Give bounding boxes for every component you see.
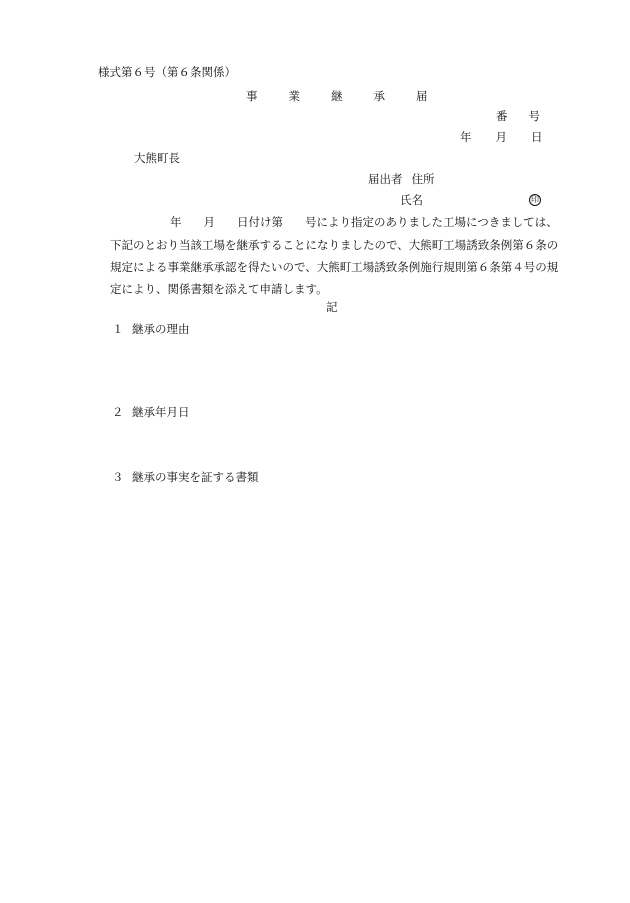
body-month: 月 — [203, 215, 215, 229]
body-text: 日付け第 — [237, 215, 283, 229]
form-number-label: 様式第６号（第６条関係） — [98, 65, 236, 79]
body-year: 年 — [170, 215, 182, 229]
body-line-3: 規定による事業継承承認を得たいので、大熊町工場誘致条例施行規則第６条第４号の規 — [110, 260, 559, 274]
list-item — [112, 324, 190, 336]
date-line — [460, 132, 543, 144]
title-char: 事 — [246, 89, 258, 103]
item-number: ２ — [112, 405, 124, 419]
date-day: 日 — [531, 130, 543, 144]
item-number: ３ — [112, 470, 124, 484]
list-item — [112, 472, 259, 484]
number-go: 号 — [528, 109, 540, 123]
applicant-name-line — [400, 195, 423, 207]
list-item — [112, 407, 190, 419]
address-label: 住所 — [411, 172, 435, 186]
title-char: 継 — [331, 89, 343, 103]
title-char: 届 — [416, 89, 428, 103]
date-month: 月 — [495, 130, 507, 144]
item-label: 継承の事実を証する書類 — [132, 470, 259, 484]
body-line-2: 下記のとおり当該工場を継承することになりましたので、大熊町工場誘致条例第６条の — [110, 238, 559, 252]
title-char: 承 — [373, 89, 385, 103]
body-line-4: 定により、関係書類を添えて申請します。 — [110, 282, 328, 296]
item-number: １ — [112, 322, 124, 336]
number-ban: 番 — [496, 109, 508, 123]
addressee: 大熊町長 — [134, 151, 180, 165]
item-label: 継承の理由 — [132, 322, 190, 336]
item-label: 継承年月日 — [132, 405, 190, 419]
title-char: 業 — [288, 89, 300, 103]
applicant-address-line — [368, 174, 435, 186]
body-line-1 — [170, 217, 558, 229]
date-year: 年 — [460, 130, 472, 144]
applicant-label: 届出者 — [368, 172, 403, 186]
body-text: 号により指定のありました工場につきましては、 — [305, 215, 558, 229]
ki-heading: 記 — [326, 300, 338, 314]
name-label: 氏名 — [400, 193, 423, 207]
document-title — [246, 91, 428, 103]
seal-mark-icon: 印 — [531, 195, 539, 204]
document-number-line — [496, 111, 540, 123]
